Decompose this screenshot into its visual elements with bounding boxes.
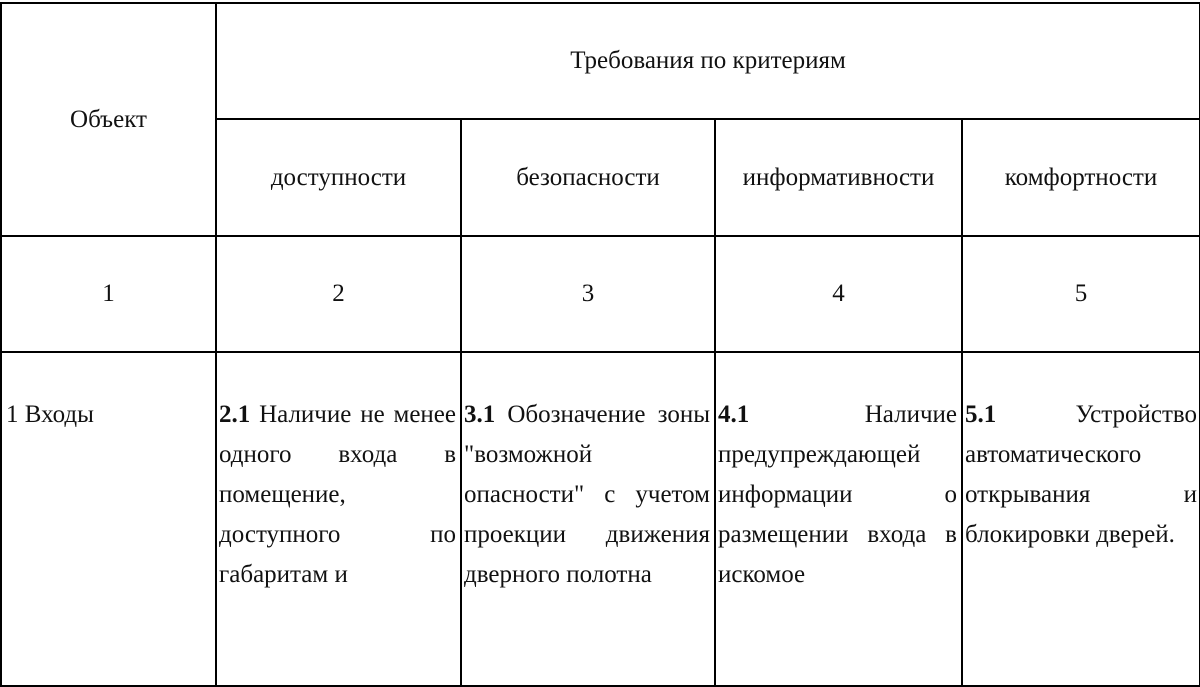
column-number: 5 [962,236,1200,352]
requirement-text: Устройство автоматического открывания и блокировки дверей. [965,401,1198,548]
requirements-table [0,2,1200,687]
criterion-safety: безопасности [461,119,715,236]
requirement-code: 5.1 [965,401,997,428]
object-header-cell: Объект [1,3,216,236]
requirement-text: Наличие не менее одного входа в помещение, доступного по габаритам и [219,401,456,588]
requirement-cell-informativeness [715,352,962,686]
column-number: 1 [1,236,216,352]
requirement-cell-safety [461,352,715,686]
requirement-code: 4.1 [718,401,750,428]
requirement-cell-comfort [962,352,1200,686]
column-numbers-row [1,236,1200,352]
requirement-text: Наличие предупреждающей информации о размещении входа в искомое [718,401,957,588]
requirements-header-cell: Требования по критериям [216,3,1200,119]
requirement-text: Обозначение зоны "возможной опасности" с учетом проекции движения дверного полотна [464,401,710,588]
header-row-top [1,3,1200,119]
requirement-cell-accessibility [216,352,461,686]
requirement-code: 3.1 [464,401,496,428]
object-cell: 1 Входы [1,352,216,686]
table-row [1,352,1200,686]
column-number: 2 [216,236,461,352]
criterion-comfort: комфортности [962,119,1200,236]
criterion-accessibility: доступности [216,119,461,236]
requirement-code: 2.1 [219,401,251,428]
column-number: 3 [461,236,715,352]
column-number: 4 [715,236,962,352]
criterion-informativeness: информативности [715,119,962,236]
